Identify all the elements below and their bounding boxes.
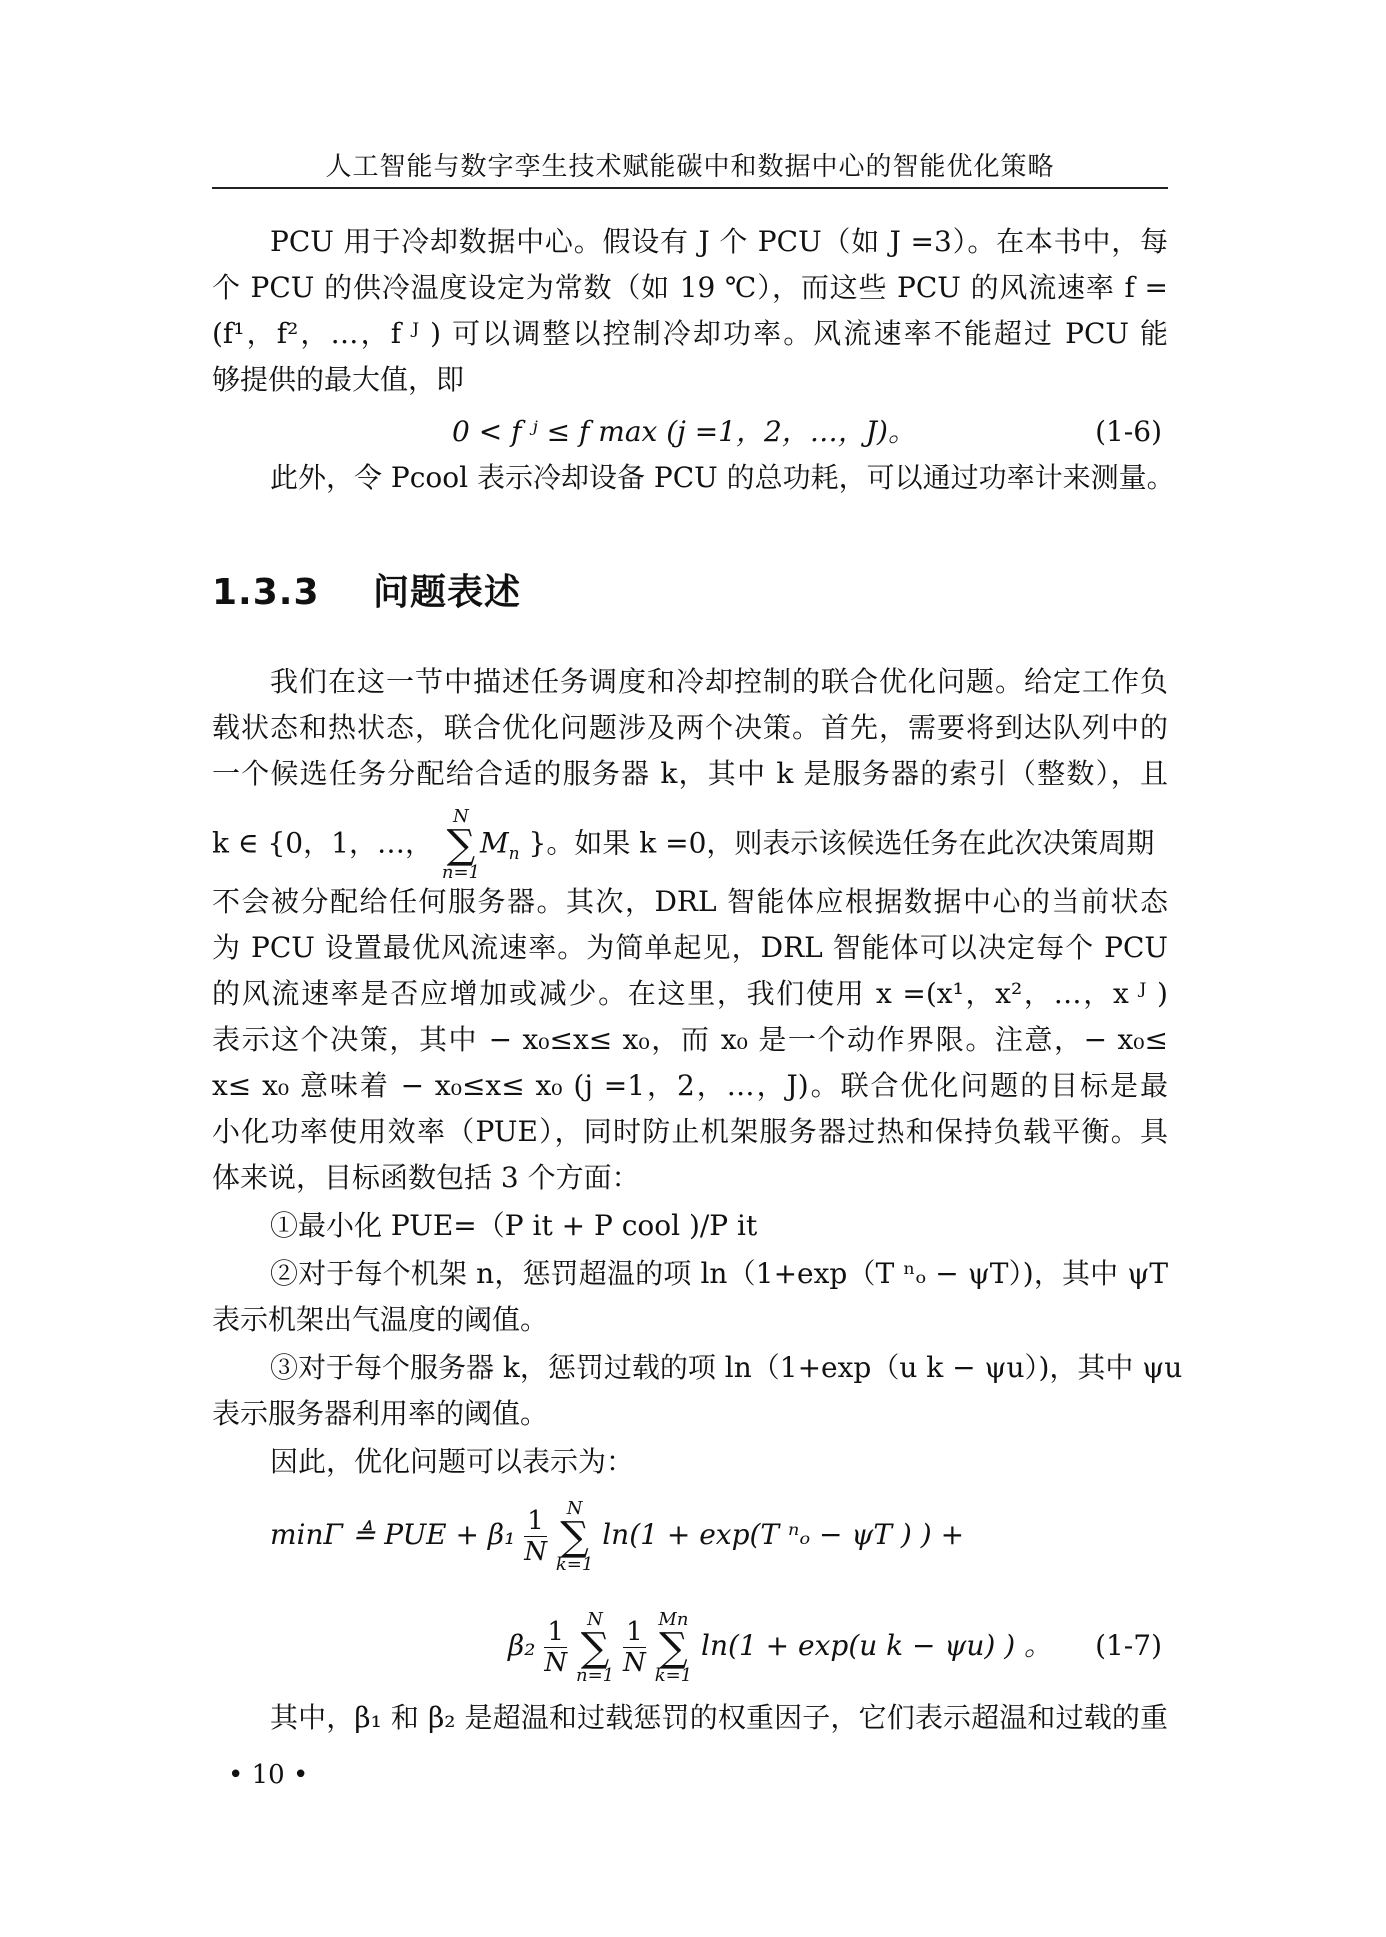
paragraph-line: 为 PCU 设置最优风流速率。为简单起见，DRL 智能体可以决定每个 PCU (212, 931, 1168, 964)
section-title: 问题表述 (373, 572, 522, 613)
inline-text: k ∈ {0，1，…， (212, 826, 433, 860)
section-number: 1.3.3 (212, 572, 320, 613)
paragraph-line: 因此，优化问题可以表示为： (270, 1445, 635, 1478)
equation-number: (1-6) (1095, 415, 1162, 448)
list-item: ③对于每个服务器 k，惩罚过载的项 ln（1+exp（u k − ψu）)，其中 ψu (270, 1351, 1183, 1384)
eq-text: ln(1 + exp(u k − ψu) ) 。 (701, 1629, 1053, 1662)
inline-text: }。如果 k =0，则表示该候选任务在此次决策周期 (528, 826, 1155, 860)
fraction: $\frac{1}{N}$ (623, 1617, 646, 1678)
list-item: ②对于每个机架 n，惩罚超温的项 ln（1+exp（T ⁿₒ − ψT）)，其中 ψT (270, 1257, 1168, 1290)
paragraph-line: 一个候选任务分配给合适的服务器 k，其中 k 是服务器的索引（整数），且 (212, 757, 1168, 790)
header-rule (212, 187, 1168, 189)
equation-number: (1-7) (1095, 1629, 1162, 1662)
summation-symbol: N ∑ n=1 (575, 1608, 615, 1686)
paragraph-line: 载状态和热状态，联合优化问题涉及两个决策。首先，需要将到达队列中的 (212, 711, 1168, 744)
fraction: $\frac{1}{N}$ (544, 1617, 568, 1678)
sum-upper: N (453, 806, 469, 827)
paragraph-line: 的风流速率是否应增加或减少。在这里，我们使用 x =(x¹，x²，…，x ᴶ ) (212, 977, 1168, 1010)
sum-lower: n=1 (441, 862, 480, 883)
paragraph-line: x≤ x₀ 意味着 − x₀≤x≤ x₀ (j =1，2，…，J)。联合优化问题的目标是最 (212, 1069, 1168, 1102)
list-item: ①最小化 PUE=（P it + P cool )/P it (270, 1209, 758, 1242)
summation-symbol: Mn ∑ k=1 (654, 1608, 693, 1686)
paragraph-line: 小化功率使用效率（PUE），同时防止机架服务器过热和保持负载平衡。具 (212, 1115, 1168, 1148)
list-item-cont: 表示机架出气温度的阈值。 (212, 1303, 549, 1336)
paragraph-line: 表示这个决策，其中 − x₀≤x≤ x₀，而 x₀ 是一个动作界限。注意，− x₀≤ (212, 1023, 1168, 1056)
fraction: $\frac{1}{N}$ (524, 1506, 547, 1567)
equation-body: 0 < f ʲ ≤ f max (j =1，2，…，J)。 (452, 415, 916, 448)
equation-1-7-line2 (212, 1596, 1168, 1696)
paragraph-line: 其中，β₁ 和 β₂ 是超温和过载惩罚的权重因子，它们表示超温和过载的重 (270, 1701, 1168, 1734)
paragraph-line: 体来说，目标函数包括 3 个方面： (212, 1161, 640, 1194)
paragraph-line: 此外，令 Pcool 表示冷却设备 PCU 的总功耗，可以通过功率计来测量。 (270, 461, 1175, 494)
summation-symbol: N ∑ k=1 (555, 1497, 594, 1575)
page-number: • 10 • (228, 1760, 309, 1790)
paragraph-line: 个 PCU 的供冷温度设定为常数（如 19 ℃），而这些 PCU 的风流速率 f = (212, 271, 1168, 304)
paragraph-line: (f¹，f²，…，f ᴶ ) 可以调整以控制冷却功率。风流速率不能超过 PCU 能 (212, 317, 1168, 350)
running-header: 人工智能与数字孪生技术赋能碳中和数据中心的智能优化策略 (325, 152, 1055, 182)
equation-segment (508, 1596, 1052, 1696)
eq-text: β₂ (508, 1629, 536, 1662)
equation-segment (270, 1490, 964, 1580)
paragraph-line: 不会被分配给任何服务器。其次，DRL 智能体应根据数据中心的当前状态 (212, 885, 1168, 918)
inline-var: M (480, 826, 509, 860)
eq-text: minΓ ≜ PUE + β₁ (270, 1518, 516, 1551)
summation-symbol: N ∑ n=1 (441, 806, 480, 883)
section-heading (212, 564, 521, 615)
paragraph-line-with-sum: k ∈ {0，1，…， N ∑ $n=1M_n$ }。如果 k =0，则表示该候选任务在此次决策周期 (212, 806, 1155, 883)
paragraph-line: 够提供的最大值，即 (212, 363, 465, 396)
paragraph-line: 我们在这一节中描述任务调度和冷却控制的联合优化问题。给定工作负 (270, 665, 1168, 698)
list-item-cont: 表示服务器利用率的阈值。 (212, 1397, 549, 1430)
equation-1-7-line1 (212, 1490, 1168, 1580)
eq-text: ln(1 + exp(T ⁿₒ − ψT ) ) + (602, 1518, 965, 1551)
paragraph-line: PCU 用于冷却数据中心。假设有 J 个 PCU（如 J =3）。在本书中，每 (270, 225, 1168, 258)
